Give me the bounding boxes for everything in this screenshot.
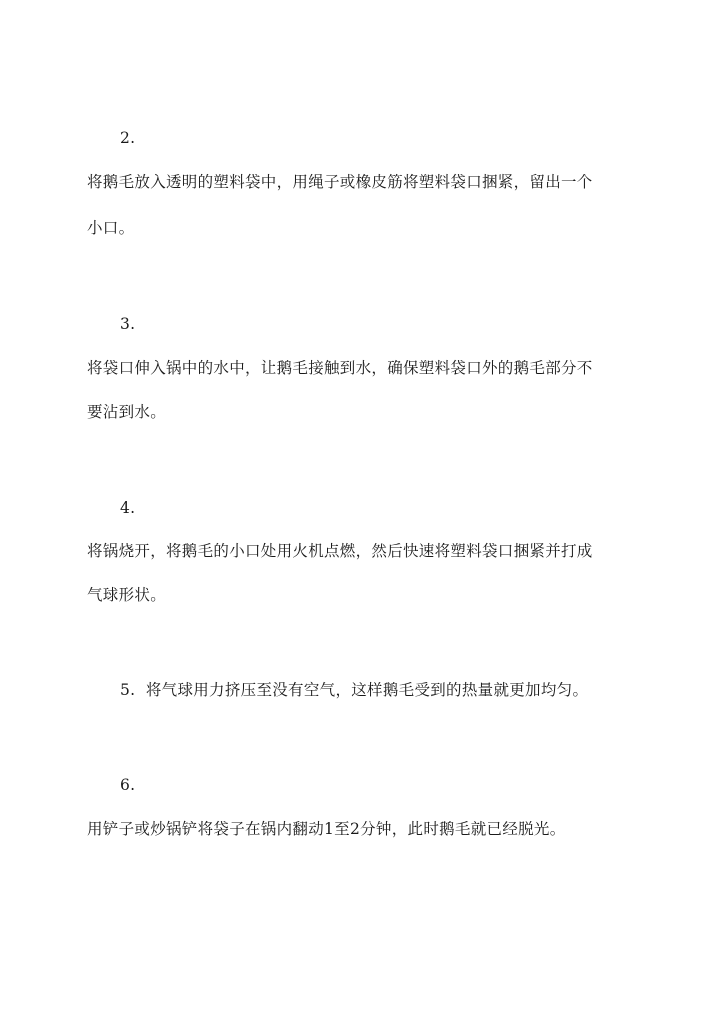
step-3-number: 3.	[120, 315, 136, 333]
step-3-text-line-1: 将袋口伸入锅中的水中，让鹅毛接触到水，确保塑料袋口外的鹅毛部分不	[87, 359, 593, 377]
step-2-number: 2.	[120, 129, 136, 147]
step-6-text-line-1: 用铲子或炒锅铲将袋子在锅内翻动1至2分钟，此时鹅毛就已经脱光。	[87, 820, 566, 838]
step-5-line: 5. 将气球用力挤压至没有空气，这样鹅毛受到的热量就更加均匀。	[120, 681, 589, 699]
step-3-text-line-2: 要沾到水。	[87, 403, 167, 421]
step-4-number: 4.	[120, 499, 136, 517]
step-2-text-line-1: 将鹅毛放入透明的塑料袋中，用绳子或橡皮筋将塑料袋口捆紧，留出一个	[87, 173, 593, 191]
step-2-text-line-2: 小口。	[87, 219, 135, 237]
step-4-text-line-1: 将锅烧开，将鹅毛的小口处用火机点燃，然后快速将塑料袋口捆紧并打成	[87, 542, 593, 560]
step-4-text-line-2: 气球形状。	[87, 586, 167, 604]
step-6-number: 6.	[120, 776, 136, 794]
